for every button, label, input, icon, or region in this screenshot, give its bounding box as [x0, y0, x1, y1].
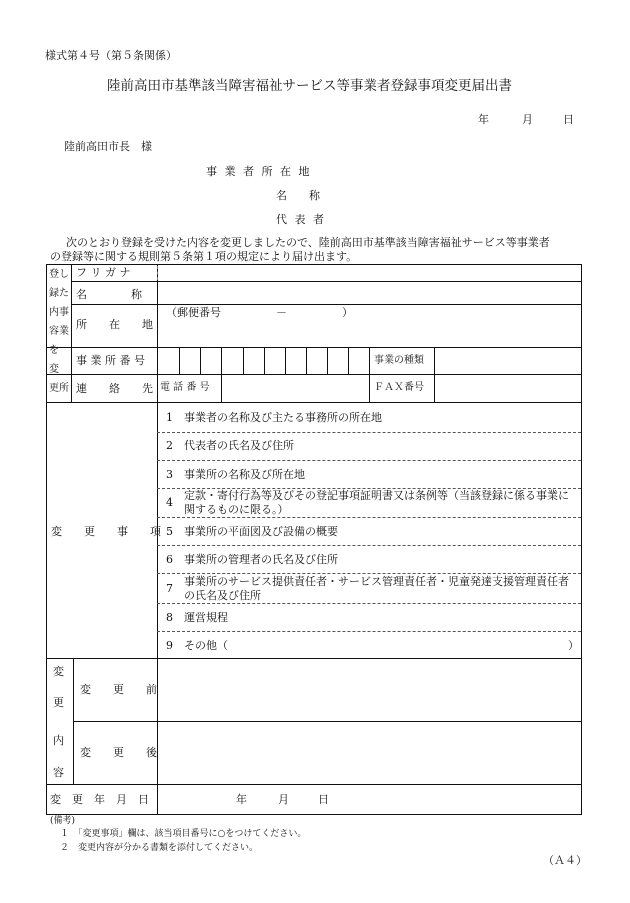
side-label-1: 登し [49, 269, 69, 280]
change-item-7-text: 事業所のサービス提供責任者・サービス管理責任者・児童発達支援管理責任者の氏名及び住所 [184, 575, 569, 602]
side-label-5: を [49, 345, 59, 356]
change-item-9-close: ） [568, 639, 579, 652]
change-item-8-no[interactable]: 8 [166, 611, 173, 624]
after-change-label: 変 更 後 [80, 746, 157, 759]
change-item-2-text: 代表者の氏名及び住所 [184, 439, 294, 452]
change-content-side-3: 内 [53, 734, 64, 747]
location-label: 所 在 地 [76, 318, 153, 331]
change-item-4-text: 定款・寄付行為等及びその登記事項証明書又は条例等（当該登録に係る事業に関するものに限る。） [184, 489, 569, 516]
form-number: 様式第４号（第５条関係） [45, 49, 177, 62]
office-number-field[interactable] [158, 348, 368, 373]
fax-label: ＦＡＸ番号 [374, 382, 424, 393]
change-item-1-no[interactable]: 1 [166, 411, 173, 424]
office-number-label: 事 業 所 番 号 [76, 354, 145, 367]
date-year: 年 [478, 113, 489, 126]
name-label: 名 称 [76, 288, 142, 301]
after-change-field[interactable] [158, 722, 580, 783]
service-type-label: 事業の種類 [374, 355, 424, 366]
phone-label: 電 話 番 号 [160, 382, 210, 393]
name-field[interactable] [158, 282, 580, 303]
side-label-2: 録た [49, 288, 69, 299]
change-item-3-no[interactable]: 3 [166, 468, 173, 481]
change-date-label: 変 更 年 月 日 [50, 793, 149, 806]
paper-size: （Ａ４） [543, 854, 587, 867]
change-item-2-no[interactable]: 2 [166, 439, 173, 452]
addressee: 陸前高田市長 様 [64, 140, 152, 153]
location-field[interactable] [158, 305, 580, 346]
change-date-field[interactable] [158, 785, 580, 813]
page-title: 陸前高田市基準該当障害福祉サービス等事業者登録事項変更届出書 [107, 78, 512, 94]
date-day: 日 [563, 113, 574, 126]
before-change-label: 変 更 前 [80, 683, 157, 696]
side-label-7: 更所 [49, 383, 69, 394]
intro-line-2: の登録等に関する規則第５条第１項の規定により届け出ます。 [50, 250, 358, 263]
note-2: ２ 変更内容が分かる書類を添付してください。 [60, 843, 259, 853]
change-item-9-no[interactable]: 9 [166, 639, 173, 652]
notes-heading: (備考) [50, 816, 76, 826]
applicant-rep-label: 代 表 者 [276, 213, 326, 226]
applicant-address-label: 事 業 者 所 在 地 [206, 165, 312, 178]
side-label-6: 変 [49, 364, 59, 375]
change-item-8-text: 運営規程 [184, 611, 228, 624]
date-month: 月 [522, 113, 533, 126]
service-type-field[interactable] [435, 348, 580, 373]
change-item-9-text: その他（ [184, 639, 228, 652]
intro-line-1: 次のとおり登録を受けた内容を変更しましたので、陸前高田市基準該当障害福祉サービス等事業者 [66, 236, 550, 249]
change-date-year: 年 [236, 793, 247, 806]
before-change-field[interactable] [158, 659, 580, 720]
change-item-6-no[interactable]: 6 [166, 553, 173, 566]
side-label-3: 内事 [49, 307, 69, 318]
fax-field[interactable] [435, 375, 580, 401]
change-item-6-text: 事業所の管理者の氏名及び住所 [184, 553, 338, 566]
change-content-side-4: 容 [53, 766, 64, 779]
change-content-side-1: 変 [53, 665, 64, 678]
change-items-label: 変 更 事 項 [51, 525, 161, 538]
change-item-7-no[interactable]: 7 [166, 582, 173, 595]
applicant-name-label: 名 称 [276, 189, 320, 202]
change-item-4-no[interactable]: 4 [166, 496, 173, 509]
phone-field[interactable] [222, 375, 368, 401]
furigana-field[interactable] [158, 265, 580, 281]
change-item-5-no[interactable]: 5 [166, 525, 173, 538]
side-label-4: 容業 [49, 326, 69, 337]
change-date-month: 月 [278, 793, 289, 806]
postal-code-label: （郵便番号 － ） [166, 306, 353, 319]
contact-label: 連 絡 先 [76, 382, 153, 395]
change-item-5-text: 事業所の平面図及び設備の概要 [184, 525, 338, 538]
change-item-1-text: 事業者の名称及び主たる事務所の所在地 [184, 411, 382, 424]
change-item-3-text: 事業所の名称及び所在地 [184, 468, 305, 481]
change-content-side-2: 更 [53, 696, 64, 709]
change-date-day: 日 [318, 793, 329, 806]
furigana-label: フ リ ガ ナ [76, 266, 131, 279]
note-1: １ 「変更事項」欄は、該当項目番号に○をつけてください。 [60, 829, 307, 839]
